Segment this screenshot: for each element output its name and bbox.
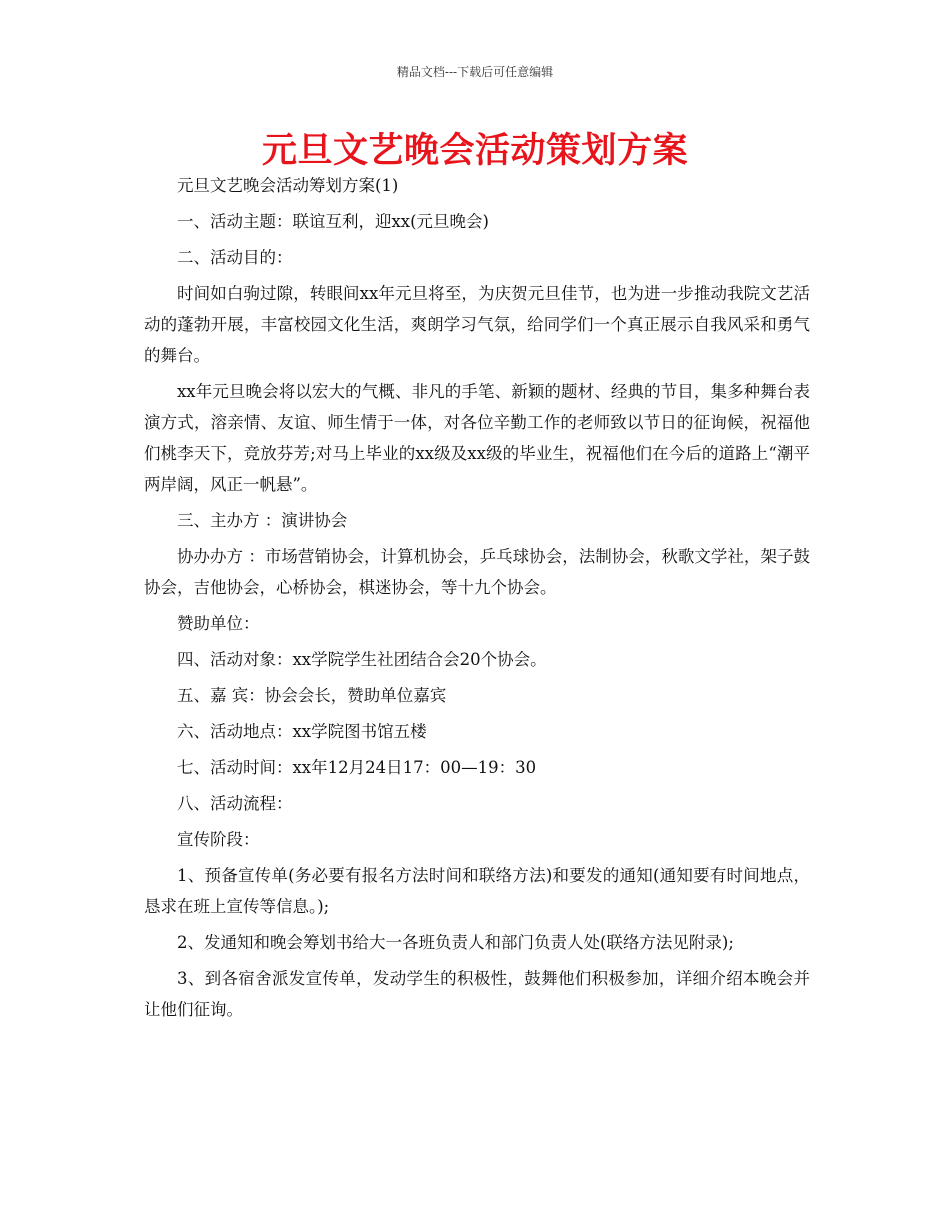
paragraph-time: 七、活动时间：xx年12月24日17：00—19：30 [177,758,537,777]
document-title: 元旦文艺晚会活动策划方案 [261,131,688,171]
paragraph-audience: 四、活动对象：xx学院学生社团结合会20个协会。 [177,650,547,669]
paragraph-purpose-heading: 二、活动目的： [177,248,293,267]
page-header: 精品文档---下载后可任意编辑 [396,65,554,79]
paragraph-promotion-heading: 宣传阶段： [177,830,260,849]
paragraph-process-heading: 八、活动流程： [177,794,293,813]
document-body [144,170,810,1030]
paragraph-organizer: 三、主办方 ：演讲协会 [177,511,348,530]
paragraph-step-3: 3、到各宿舍派发宣传单，发动学生的积极性，鼓舞他们积极参加，详细介绍本晚会并让他们征询。 [144,969,810,1019]
paragraph-gala-description: xx年元旦晚会将以宏大的气概、非凡的手笔、新颖的题材、经典的节目，集多种舞台表演方式，溶亲情、友谊、师生情于一体，对各位辛勤工作的老师致以节日的征询候，祝福他们桃李天下，竞放芬芳;对马上毕业的xx级及xx级的毕业生，祝福他们在今后的道路上“潮平两岸阔，风正一帆悬”。 [144,382,810,494]
paragraph-purpose-body: 时间如白驹过隙，转眼间xx年元旦将至，为庆贺元旦佳节，也为进一步推动我院文艺活动的蓬勃开展，丰富校园文化生活，爽朗学习气氛，给同学们一个真正展示自我风采和勇气的舞台。 [144,284,810,365]
paragraph-co-organizers: 协办办方 ：市场营销协会，计算机协会，乒乓球协会，法制协会，秋歌文学社，架子鼓协会，吉他协会，心桥协会，棋迷协会，等十九个协会。 [144,547,810,597]
paragraph-guests: 五、嘉 宾：协会会长，赞助单位嘉宾 [177,686,447,705]
paragraph-sponsors: 赞助单位： [177,614,260,633]
paragraph-location: 六、活动地点：xx学院图书馆五楼 [177,722,427,741]
paragraph-plan-subtitle: 元旦文艺晚会活动筹划方案(1) [177,176,399,195]
paragraph-theme: 一、活动主题：联谊互利，迎xx(元旦晚会) [177,212,489,231]
paragraph-step-1: 1、预备宣传单(务必要有报名方法时间和联络方法)和要发的通知(通知要有时间地点，恳求在班上宣传等信息。); [144,866,810,916]
paragraph-step-2: 2、发通知和晚会筹划书给大一各班负责人和部门负责人处(联络方法见附录); [177,933,734,952]
